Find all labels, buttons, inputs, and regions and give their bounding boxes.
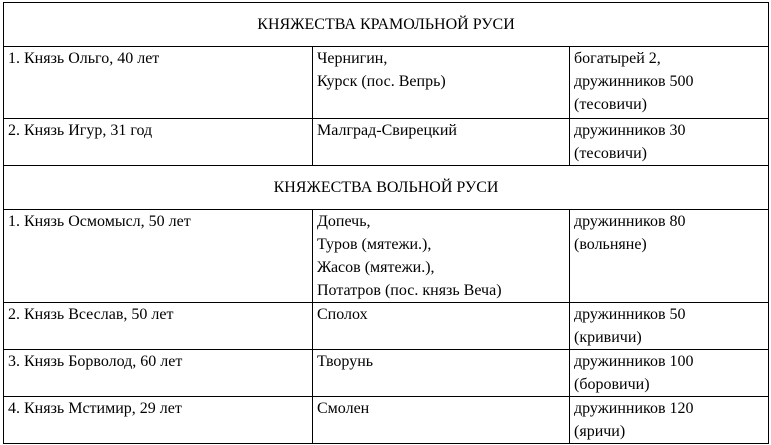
table-row [4, 47, 769, 119]
table-row [4, 119, 769, 166]
table-row [4, 350, 769, 397]
section-title: КНЯЖЕСТВА ВОЛЬНОЙ РУСИ [4, 166, 769, 210]
section-header-row [4, 3, 769, 47]
prince-cell: 2. Князь Игур, 31 год [4, 119, 313, 166]
principalities-table [3, 2, 769, 444]
table-row [4, 303, 769, 350]
forces-cell: дружинников 100 (боровичи) [570, 350, 769, 397]
prince-cell: 2. Князь Всеслав, 50 лет [4, 303, 313, 350]
section-header-row [4, 166, 769, 210]
forces-cell: дружинников 50 (кривичи) [570, 303, 769, 350]
forces-cell: дружинников 30 (тесовичи) [570, 119, 769, 166]
prince-cell: 1. Князь Осмомысл, 50 лет [4, 210, 313, 303]
cities-cell: Сполох [313, 303, 570, 350]
forces-cell: дружинников 120 (яричи) [570, 397, 769, 444]
cities-cell: Смолен [313, 397, 570, 444]
section-title: КНЯЖЕСТВА КРАМОЛЬНОЙ РУСИ [4, 3, 769, 47]
cities-cell: Малград-Свирецкий [313, 119, 570, 166]
forces-cell: дружинников 80 (вольняне) [570, 210, 769, 303]
prince-cell: 1. Князь Ольго, 40 лет [4, 47, 313, 119]
cities-cell: Творунь [313, 350, 570, 397]
table-row [4, 397, 769, 444]
table-row [4, 210, 769, 303]
cities-cell: Допечь, Туров (мятежи.), Жасов (мятежи.), Потатров (пос. князь Веча) [313, 210, 570, 303]
cities-cell: Чернигин, Курск (пос. Вепрь) [313, 47, 570, 119]
prince-cell: 4. Князь Мстимир, 29 лет [4, 397, 313, 444]
prince-cell: 3. Князь Борволод, 60 лет [4, 350, 313, 397]
forces-cell: богатырей 2, дружинников 500 (тесовичи) [570, 47, 769, 119]
